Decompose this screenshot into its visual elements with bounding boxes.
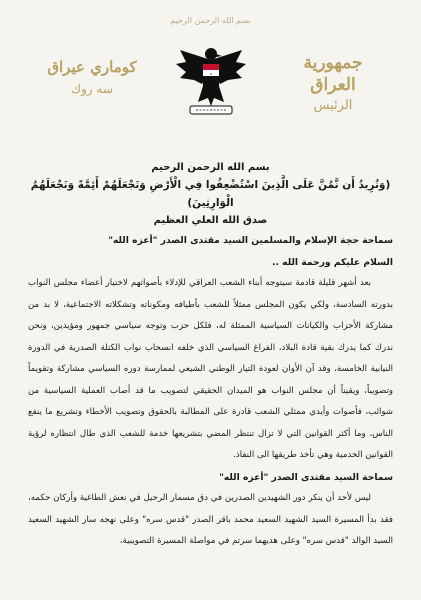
- letterhead-country: جمهورية العراق: [303, 53, 363, 95]
- paragraph-2: ليس لأحد أن ينكر دور الشهيدين الصدرين في دق مسمار الرحيل في نعش الطاغية وأركان حكمه، فقد بدأ المسيرة السيد الشهيد السعيد محمد باقر الصدر "قدس سره" وعلى نهجه سار الشهيد السعيد السيد الوالد "قدس سره" وعلى هديهما سرتم في مواصلة المسيرة التصويبية،: [28, 493, 393, 546]
- verse-closing: صدق الله العلي العظيم: [153, 215, 268, 226]
- letterhead-country-kurdish: كوماري عيراق: [47, 58, 137, 76]
- addressee: سماحة حجة الإسلام والمسلمين السيد مقتدى الصدر "أعزه الله": [108, 235, 393, 246]
- basmala: بسم الله الرحمن الرحيم: [151, 162, 270, 173]
- svg-text:★: ★: [209, 72, 213, 76]
- quran-verse: (وَنُرِيدُ أَن نَّمُنَّ عَلَى الَّذِينَ اسْتُضْعِفُوا فِي الْأَرْضِ وَنَجْعَلَهُمْ أَئِمَّةً وَنَجْعَلَهُمُ الْوَارِثِينَ): [30, 179, 391, 209]
- addressee-2: سماحة السيد مقتدى الصدر "أعزه الله": [219, 471, 393, 483]
- letter-opening: [30, 160, 391, 230]
- letter-body: [28, 230, 393, 553]
- letterhead-basmala: بسم الله الرحمن الرحيم: [170, 16, 251, 25]
- letterhead-title: الرئيس: [313, 98, 353, 113]
- letterhead-arabic: [283, 52, 383, 116]
- iraq-eagle-emblem-icon: [172, 40, 250, 124]
- letterhead-title-kurdish: سه روك: [71, 82, 113, 96]
- paragraph-1: بعد أشهر قليلة قادمة سيتوجه أبناء الشعب العراقي للإدلاء بأصواتهم لاختيار أعضاء مجلس النواب بدورته السادسة، ولكي يكون المجلس ممثلاً للشعب بأطيافه ومكوناته وتشكلاته الاجتماعية، لا بد من مشاركة الأحزاب والكيانات السياسية الممثلة له، فلكل حزب وتوجه سياسي جمهور ومؤيدين، ونحن ندرك كما يدرك بقية قادة البلاد، الفراغ السياسي الذي خلفه انسحاب نواب الكتلة الصدرية في الدورة النيابية الخامسة، وقد آن الأوان لعودة التيار الوطني الشيعي لممارسة دوره السياسي مشاركة وتقويماً وتصويباً، ويقيناً أن مجلس النواب هو الميدان الحقيقي لتصويب ما قد أصاب العملية السياسية من شوائب، فأصوات وأيدي ممثلي الشعب قادرة على المطالبة بالحقوق وتصويب الأخطاء وتشريع ما ينفع الناس، وما أكثر القوانين التي لا تزال تنتظر المضي بتشريعها خدمة للشعب الذي طال انتظاره لرؤية القوانين الخدمية وهي تأخذ طريقها الى النفاذ.: [28, 278, 393, 460]
- letterhead-kurdish: [42, 56, 142, 100]
- greeting: السلام عليكم ورحمة الله ..: [271, 256, 393, 268]
